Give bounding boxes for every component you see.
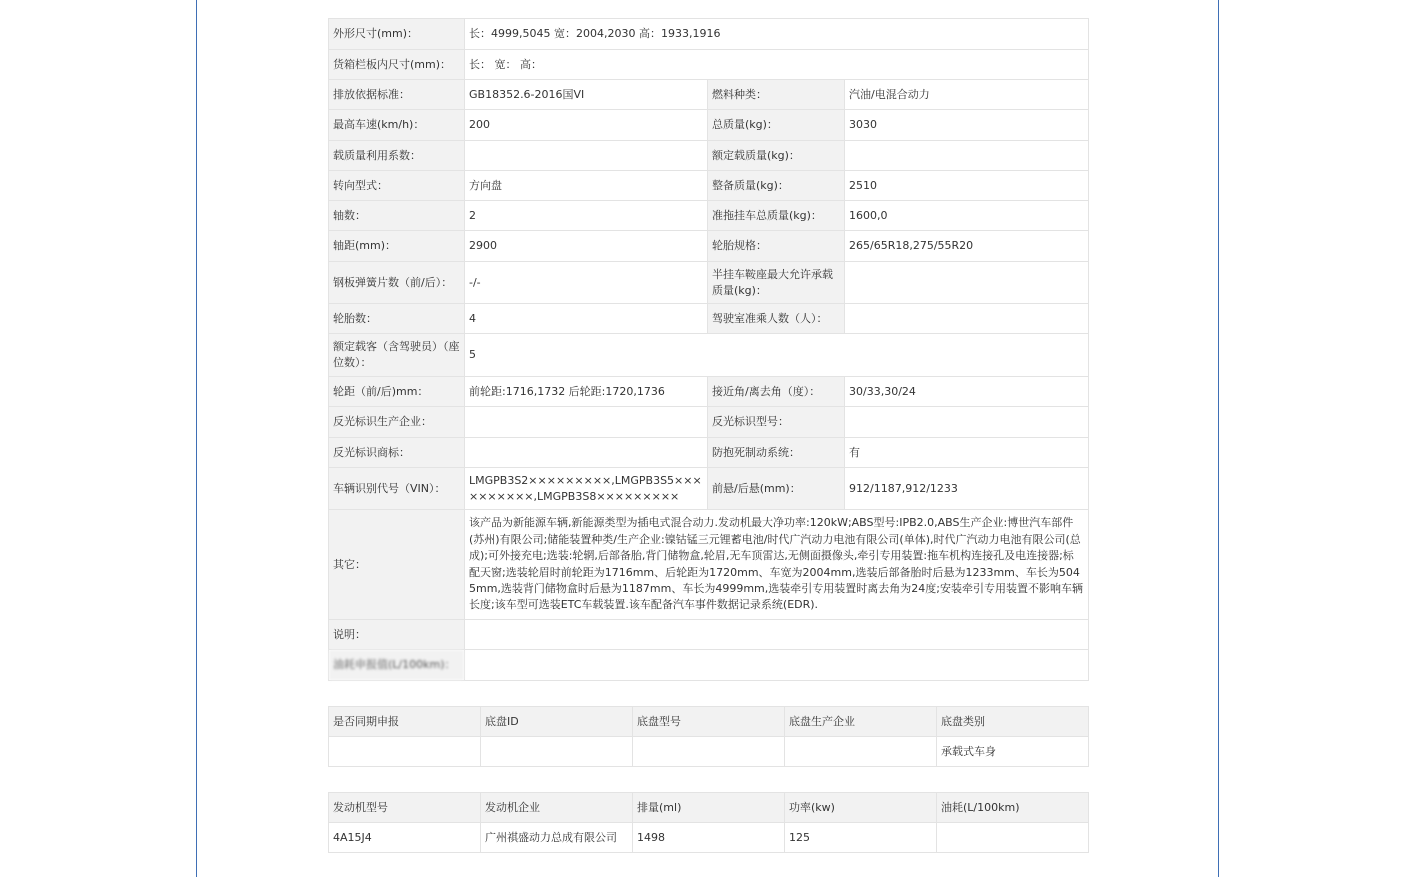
engine-table [328,792,1089,853]
param-label: 轮胎数： [329,304,465,334]
column-header: 底盘型号 [633,707,785,737]
param-label: 轴距(mm)： [329,231,465,262]
param-value [465,141,708,171]
table-row [329,141,1089,171]
table-cell [785,737,937,767]
table-row [329,650,1089,681]
param-value: 200 [465,110,708,141]
other-value: 该产品为新能源车辆,新能源类型为插电式混合动力.发动机最大净功率:120kW;ABS型号:IPB2.0,ABS生产企业:博世汽车部件(苏州)有限公司;储能装置种类/生产企业:镍钴锰三元锂蓄电池/时代广汽动力电池有限公司(单体),时代广汽动力电池有限公司(总成);可外接充电;选装:轮辋,后部备胎,背门储物盒,轮眉,无车顶雷达,无侧面摄像头,牵引专用装置:拖车机构连接孔及电连接器;标配天窗;选装轮眉时前轮距为1716mm、后轮距为1720mm、车宽为2004mm,选装后部备胎时后悬为1233mm、车长为5045mm,选装背门储物盒时后悬为1187mm、车长为4999mm,选装牵引专用装置时离去角为24度;安装牵引专用装置不影响车辆长度;该车型可选装ETC车载装置.该车配备汽车事件数据记录系统(EDR). [465,510,1089,620]
cargo-box-value: 长： 宽： 高： [465,50,1089,80]
table-row [329,334,1089,377]
param-label: 排放依据标准： [329,80,465,110]
table-row [329,377,1089,407]
param-label: 转向型式： [329,171,465,201]
table-cell: 承载式车身 [937,737,1089,767]
param-value: 2 [465,201,708,231]
table-cell [329,737,481,767]
table-header-row [329,793,1089,823]
param-label: 轴数： [329,201,465,231]
passengers-value: 5 [465,334,1089,377]
param-value: 30/33,30/24 [845,377,1089,407]
table-row [329,80,1089,110]
param-value: LMGPB3S2×××××××××,LMGPB3S5××××××××××,LMGPB3S8××××××××× [465,468,708,510]
dimensions-value: 长：4999,5045 宽：2004,2030 高：1933,1916 [465,19,1089,50]
chassis-table [328,706,1089,767]
param-value: 汽油/电混合动力 [845,80,1089,110]
param-label: 载质量利用系数： [329,141,465,171]
table-row [329,304,1089,334]
column-header: 底盘ID [481,707,633,737]
column-header: 功率(kw) [785,793,937,823]
table-row [329,19,1089,50]
param-label: 轮胎规格： [708,231,845,262]
table-cell [481,737,633,767]
param-value [465,407,708,438]
param-label: 驾驶室准乘人数（人）： [708,304,845,334]
param-value: 方向盘 [465,171,708,201]
param-label: 车辆识别代号（VIN）： [329,468,465,510]
table-row [329,737,1089,767]
cargo-box-label: 货箱栏板内尺寸(mm)： [329,50,465,80]
table-row [329,50,1089,80]
param-label: 轮距（前/后)mm： [329,377,465,407]
column-header: 底盘类别 [937,707,1089,737]
table-row [329,262,1089,304]
column-header: 发动机型号 [329,793,481,823]
table-row [329,438,1089,468]
param-label: 整备质量(kg)： [708,171,845,201]
param-value: 有 [845,438,1089,468]
passengers-label: 额定载客（含驾驶员）（座位数）： [329,334,465,377]
param-value: 2900 [465,231,708,262]
dimensions-label: 外形尺寸(mm)： [329,19,465,50]
param-value [465,438,708,468]
param-value [845,407,1089,438]
param-value [845,141,1089,171]
column-header: 是否同期申报 [329,707,481,737]
param-label: 前悬/后悬(mm)： [708,468,845,510]
fuel-consumption-value [465,650,1089,681]
table-row [329,510,1089,620]
table-row [329,407,1089,438]
param-label: 总质量(kg)： [708,110,845,141]
table-cell [937,823,1089,853]
table-header-row [329,707,1089,737]
param-value: 前轮距:1716,1732 后轮距:1720,1736 [465,377,708,407]
param-value: 2510 [845,171,1089,201]
column-header: 油耗(L/100km) [937,793,1089,823]
table-cell: 125 [785,823,937,853]
param-label: 燃料种类： [708,80,845,110]
column-header: 发动机企业 [481,793,633,823]
table-cell [633,737,785,767]
table-row [329,823,1089,853]
other-label: 其它： [329,510,465,620]
table-cell: 1498 [633,823,785,853]
param-value: 1600,0 [845,201,1089,231]
param-value: GB18352.6-2016国VI [465,80,708,110]
param-label: 准拖挂车总质量(kg)： [708,201,845,231]
note-value [465,620,1089,650]
fuel-consumption-label: 油耗申报值(L/100km)： [329,650,465,681]
param-label: 反光标识商标： [329,438,465,468]
param-label: 钢板弹簧片数（前/后）： [329,262,465,304]
param-label: 最高车速(km/h)： [329,110,465,141]
table-row [329,620,1089,650]
table-row [329,201,1089,231]
table-row [329,231,1089,262]
param-label: 防抱死制动系统： [708,438,845,468]
table-row [329,110,1089,141]
table-row [329,468,1089,510]
param-value: 3030 [845,110,1089,141]
table-cell: 4A15J4 [329,823,481,853]
param-value [845,262,1089,304]
table-cell: 广州祺盛动力总成有限公司 [481,823,633,853]
param-value: 4 [465,304,708,334]
param-label: 半挂车鞍座最大允许承载质量(kg)： [708,262,845,304]
param-value [845,304,1089,334]
page-border-right [1218,0,1219,877]
param-value: 912/1187,912/1233 [845,468,1089,510]
param-label: 额定载质量(kg)： [708,141,845,171]
param-value: -/- [465,262,708,304]
param-label: 反光标识生产企业： [329,407,465,438]
param-label: 反光标识型号： [708,407,845,438]
param-label: 接近角/离去角（度）： [708,377,845,407]
table-row [329,171,1089,201]
column-header: 底盘生产企业 [785,707,937,737]
param-value: 265/65R18,275/55R20 [845,231,1089,262]
vehicle-params-table [328,18,1089,681]
note-label: 说明： [329,620,465,650]
column-header: 排量(ml) [633,793,785,823]
page-border-left [196,0,197,877]
